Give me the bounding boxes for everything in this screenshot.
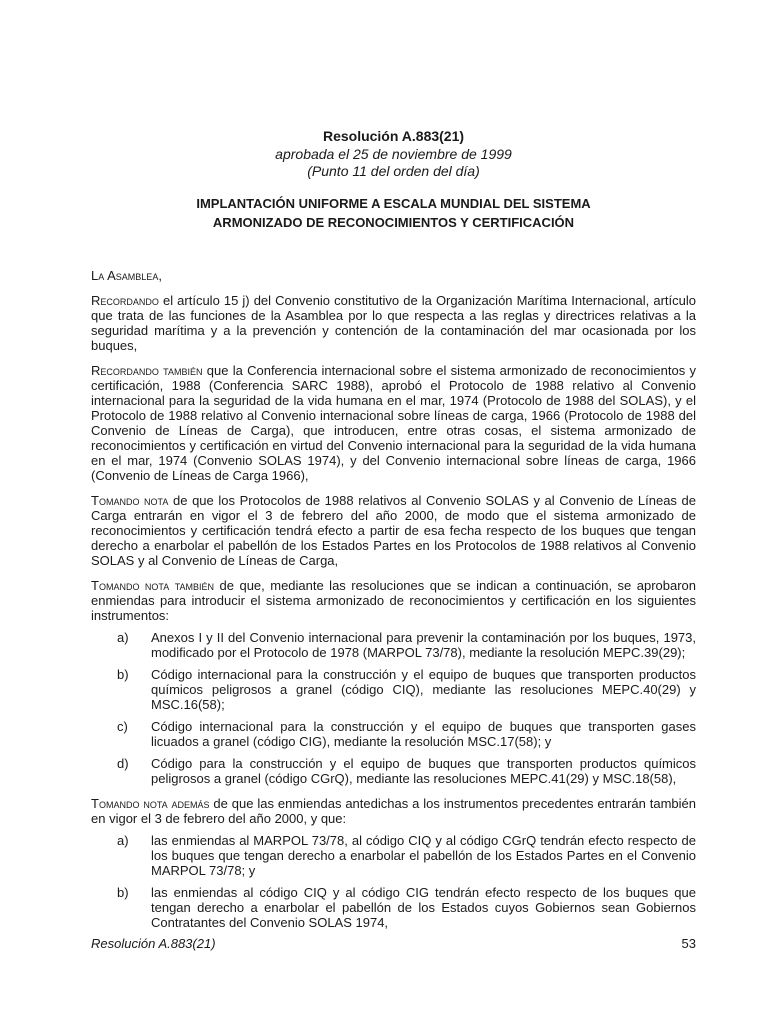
paragraph-lead: Tomando nota xyxy=(91,493,169,508)
paragraph-recordando xyxy=(91,293,696,353)
list-item xyxy=(91,630,696,660)
paragraph-lead: Recordando xyxy=(91,293,159,308)
footer-title: Resolución A.883(21) xyxy=(91,936,216,951)
paragraph-lead: Tomando nota también xyxy=(91,578,215,593)
list-item xyxy=(91,667,696,712)
list-item-label: c) xyxy=(117,719,128,734)
agenda-item: (Punto 11 del orden del día) xyxy=(307,163,480,179)
list-item-label: d) xyxy=(117,756,129,771)
list-item-label: a) xyxy=(117,630,129,645)
list-item xyxy=(91,719,696,749)
list-item-text: Código internacional para la construcción y el equipo de buques que transporten gases licuados a granel (código CIG), mediante la resolución MSC.17(58); y xyxy=(151,719,696,749)
paragraph-recordando-tambien xyxy=(91,363,696,483)
amendments-list xyxy=(91,833,696,930)
list-item-text: Código para la construcción y el equipo de buques que transporten productos químicos peligrosos a granel (código CGrQ), mediante las resoluciones MEPC.41(29) y MSC.18(58), xyxy=(151,756,696,786)
list-item-text: las enmiendas al MARPOL 73/78, al código CIQ y al código CGrQ tendrán efecto respecto de los buques que tengan derecho a enarbolar el pabellón de los Estados Partes en el Convenio MARPOL 73/78; y xyxy=(151,833,696,878)
resolution-title: Resolución A.883(21) xyxy=(322,128,465,144)
page-content xyxy=(91,126,696,930)
resolution-heading xyxy=(91,194,696,232)
instruments-list xyxy=(91,630,696,786)
list-item-label: b) xyxy=(117,667,129,682)
list-item-text: Anexos I y II del Convenio internacional para prevenir la contaminación por los buques, 1973, modificado por el Protocolo de 1978 (MARPOL 73/78), mediante la resolución MEPC.39(29); xyxy=(151,630,696,660)
heading-line-1: IMPLANTACIÓN UNIFORME A ESCALA MUNDIAL DEL SISTEMA xyxy=(196,196,591,211)
list-item-label: a) xyxy=(117,833,129,848)
list-item xyxy=(91,756,696,786)
paragraph-text: que la Conferencia internacional sobre el sistema armonizado de reconocimientos y certificación, 1988 (Conferencia SARC 1988), aprobó el Protocolo de 1988 relativo al Convenio internacional para la seguridad de la vida humana en el mar, 1974 (Protocolo de 1988 del SOLAS), y el Protocolo de 1988 relativo al Convenio internacional sobre líneas de carga, 1966 (Protocolo de 1988 del Convenio de Líneas de Carga), que introducen, entre otras cosas, el sistema armonizado de reconocimientos y certificación en virtud del Convenio internacional para la seguridad de la vida humana en el mar, 1974 (Convenio SOLAS 1974), y del Convenio internacional sobre líneas de carga, 1966 (Convenio de Líneas de Carga 1966), xyxy=(91,363,696,483)
adoption-date: aprobada el 25 de noviembre de 1999 xyxy=(275,146,512,162)
page-number: 53 xyxy=(681,936,696,951)
page-footer xyxy=(91,936,696,951)
list-item-text: las enmiendas al código CIQ y al código CIG tendrán efecto respecto de los buques que tengan derecho a enarbolar el pabellón de los Estados cuyos Gobiernos sean Gobiernos Contratantes del Convenio SOLAS 1974, xyxy=(151,885,696,930)
paragraph-tomando-nota-ademas xyxy=(91,796,696,826)
assembly-line: La Asamblea, xyxy=(91,268,162,283)
list-item-text: Código internacional para la construcción y el equipo de buques que transporten productos químicos peligrosos a granel (código CIQ), mediante las resoluciones MEPC.40(29) y MSC.16(58); xyxy=(151,667,696,712)
paragraph-text: el artículo 15 j) del Convenio constitutivo de la Organización Marítima Internacional, artículo que trata de las funciones de la Asamblea por lo que respecta a las reglas y directrices relativas a la seguridad marítima y a la prevención y contención de la contaminación del mar ocasionada por los buques, xyxy=(91,293,696,353)
paragraph-text: de que los Protocolos de 1988 relativos al Convenio SOLAS y al Convenio de Líneas de Carga entrarán en vigor el 3 de febrero del año 2000, de modo que el sistema armonizado de reconocimientos y certificación tendrá efecto a partir de esa fecha respecto de los buques que tengan derecho a enarbolar el pabellón de los Estados Partes en los Protocolos de 1988 relativos al Convenio SOLAS y al Convenio de Líneas de Carga, xyxy=(91,493,696,568)
paragraph-lead: Tomando nota además xyxy=(91,796,210,811)
paragraph-lead: Recordando también xyxy=(91,363,203,378)
paragraph-tomando-nota xyxy=(91,493,696,568)
list-item xyxy=(91,885,696,930)
list-item-label: b) xyxy=(117,885,129,900)
paragraph-text: de que, mediante las resoluciones que se indican a continuación, se aprobaron enmiendas para introducir el sistema armonizado de reconocimientos y certificación en los siguientes instrumentos: xyxy=(91,578,697,623)
list-item xyxy=(91,833,696,878)
paragraph-tomando-nota-tambien xyxy=(91,578,696,623)
paragraph-text: de que las enmiendas antedichas a los instrumentos precedentes entrarán también en vigor el 3 de febrero del año 2000, y que: xyxy=(91,796,696,826)
heading-line-2: ARMONIZADO DE RECONOCIMIENTOS Y CERTIFICACIÓN xyxy=(212,215,575,230)
